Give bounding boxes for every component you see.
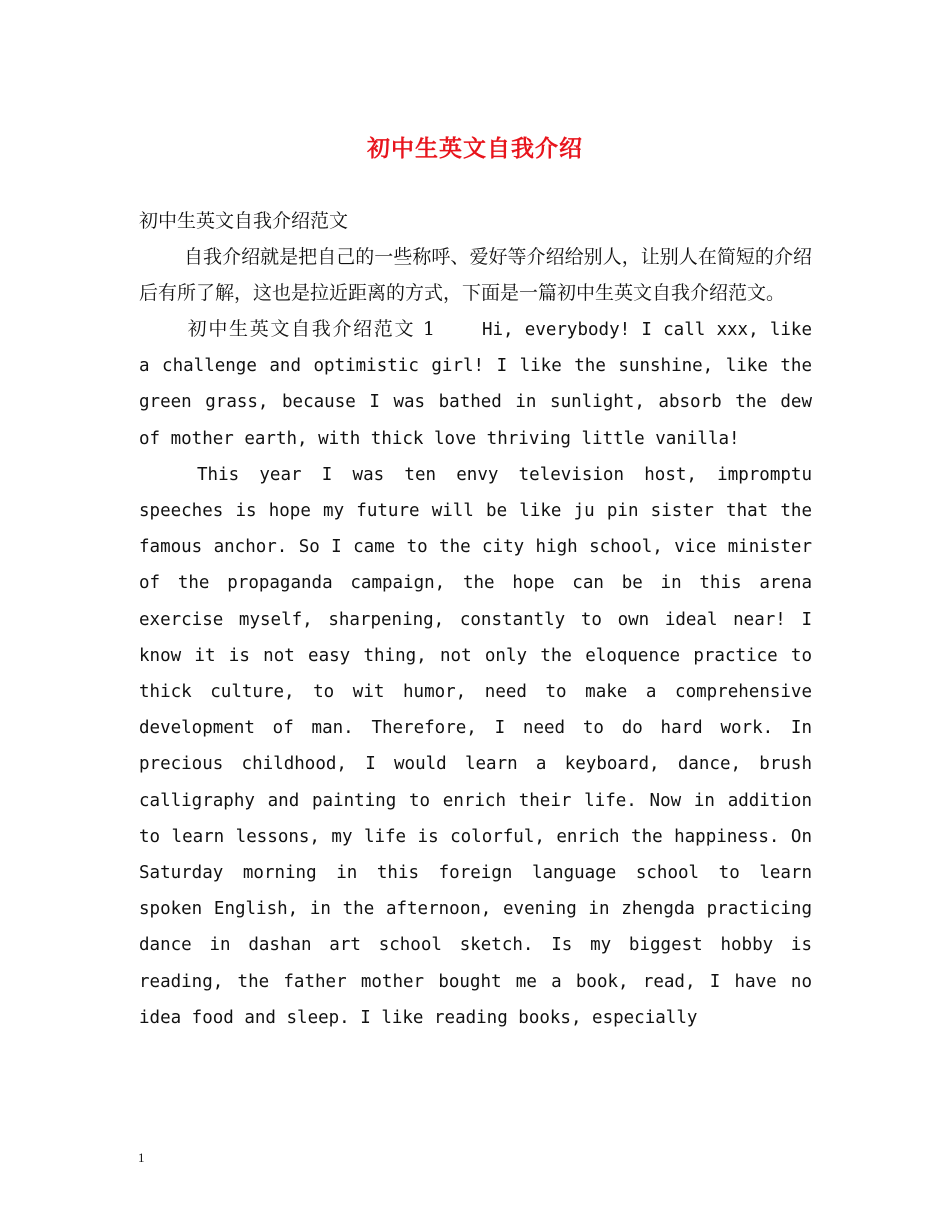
intro-paragraph: 自我介绍就是把自己的一些称呼、爱好等介绍给别人，让别人在简短的介绍后有所了解，这也是拉近距离的方式，下面是一篇初中生英文自我介绍范文。 bbox=[139, 246, 812, 304]
english-paragraph-2-text: This year I was ten envy television host, impromptu speeches is hope my future will be like ju pin sister that the famous anchor. So I came to the city high school, vice minister of the propaganda campaign, the hope can be in this arena exercise myself, sharpening, constantly to own ideal near! I know it is not easy thing, not only the eloquence practice to thick culture, to wit humor, need to make a comprehensive development of man. Therefore, I need to do hard work. In precious childhood, I would learn a keyboard, dance, brush calligraphy and painting to enrich their life. Now in addition to learn lessons, my life is colorful, enrich the happiness. On Saturday morning in this foreign language school to learn spoken English, in the afternoon, evening in zhengda practicing dance in dashan art school sketch. Is my biggest hobby is reading, the father mother bought me a book, read, I have no idea food and sleep. I like reading books, especially bbox=[139, 464, 812, 1028]
english-paragraph-1-text: Hi, everybody! I call xxx, like a challenge and optimistic girl! I like the sunshine, like the green grass, because I was bathed in sunlight, absorb the dew of mother earth, with thick love thriving little vanilla! bbox=[139, 320, 812, 449]
english-paragraph-1 bbox=[139, 311, 812, 457]
sample-label: 初中生英文自我介绍范文 1 bbox=[187, 318, 436, 340]
document-body bbox=[139, 203, 812, 1036]
page-number: 1 bbox=[138, 1150, 145, 1165]
document-title: 初中生英文自我介绍 bbox=[367, 135, 583, 162]
section-subheading: 初中生英文自我介绍范文 bbox=[139, 210, 349, 232]
english-paragraph-2 bbox=[139, 457, 812, 1036]
